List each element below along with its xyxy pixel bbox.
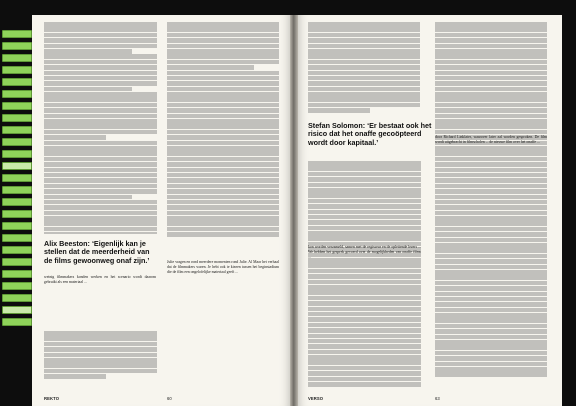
text-line	[435, 54, 547, 59]
text-line	[44, 184, 157, 189]
text-line	[308, 172, 421, 177]
text-line	[308, 344, 421, 349]
right-page-number: 63	[435, 396, 440, 401]
text-line	[435, 108, 547, 113]
text-line	[308, 81, 420, 86]
text-line	[435, 281, 547, 286]
text-line	[167, 49, 279, 54]
text-line	[308, 22, 420, 27]
text-line	[435, 275, 547, 280]
text-line	[435, 308, 547, 313]
text-line	[44, 200, 157, 205]
quote-speaker: Stefan Solomon:	[308, 121, 366, 130]
sidebar-tab[interactable]	[2, 90, 32, 98]
text-line	[44, 76, 157, 81]
text-line	[435, 119, 547, 124]
left-pull-quote	[44, 240, 156, 265]
book-gutter	[290, 15, 298, 406]
text-line	[435, 92, 547, 97]
text-line	[308, 183, 421, 188]
text-line	[435, 221, 547, 226]
text-line	[435, 313, 547, 318]
text-line	[308, 177, 421, 182]
right-page-right-column	[435, 22, 547, 390]
text-line	[167, 114, 279, 119]
text-line	[167, 81, 279, 86]
text-line	[435, 124, 547, 129]
text-line	[308, 204, 421, 209]
text-line	[308, 323, 421, 328]
text-line	[167, 141, 279, 146]
text-line	[308, 103, 420, 108]
text-line	[435, 335, 547, 340]
text-line	[44, 54, 157, 59]
text-line	[167, 189, 279, 194]
text-line	[435, 238, 547, 243]
sidebar-tab[interactable]	[2, 306, 32, 314]
text-line	[308, 312, 421, 317]
sidebar-tab[interactable]	[2, 282, 32, 290]
text-line	[308, 27, 420, 32]
sidebar-tab[interactable]	[2, 294, 32, 302]
left-page-number: 60	[167, 396, 172, 401]
text-line	[44, 44, 157, 49]
sidebar-tab[interactable]	[2, 234, 32, 242]
text-line	[167, 151, 279, 156]
left-page	[32, 15, 290, 406]
text-line	[167, 162, 279, 167]
text-line	[435, 259, 547, 264]
text-line	[308, 231, 421, 236]
text-line	[44, 205, 157, 210]
text-line	[44, 363, 157, 368]
text-line	[44, 331, 157, 336]
text-line	[435, 60, 547, 65]
text-line	[435, 189, 547, 194]
text-line	[44, 216, 157, 221]
text-line	[44, 114, 157, 119]
sidebar-tab[interactable]	[2, 126, 32, 134]
text-line	[167, 205, 279, 210]
text-line	[308, 71, 420, 76]
text-line	[308, 193, 421, 198]
text-line	[167, 184, 279, 189]
sidebar-tab[interactable]	[2, 42, 32, 50]
text-line	[308, 236, 421, 241]
text-line	[44, 60, 157, 65]
text-line	[435, 345, 547, 350]
sidebar-tab[interactable]	[2, 30, 32, 38]
text-line	[167, 65, 254, 70]
text-line	[44, 38, 157, 43]
text-line	[308, 49, 420, 54]
text-line	[44, 157, 157, 162]
text-line	[435, 65, 547, 70]
text-line	[167, 216, 279, 221]
text-line	[435, 205, 547, 210]
text-line	[44, 353, 157, 358]
right-page-left-column	[308, 22, 420, 118]
text-line	[308, 371, 421, 376]
right-footer-label: VERSO	[308, 396, 324, 401]
text-line	[44, 178, 157, 183]
text-line	[44, 227, 157, 232]
text-line	[167, 211, 279, 216]
text-line	[44, 232, 157, 234]
sidebar-tab[interactable]	[2, 246, 32, 254]
sidebar-tab[interactable]	[2, 78, 32, 86]
text-line	[44, 162, 157, 167]
text-line	[308, 33, 420, 38]
text-line	[167, 97, 279, 102]
text-line	[44, 173, 157, 178]
text-line	[435, 33, 547, 38]
text-line	[435, 297, 547, 302]
text-line	[435, 130, 547, 135]
text-line	[435, 351, 547, 356]
text-line	[44, 374, 106, 379]
text-line	[435, 44, 547, 49]
text-line	[435, 71, 547, 76]
sidebar-tab[interactable]	[2, 270, 32, 278]
text-line	[308, 382, 421, 387]
text-line	[308, 188, 421, 193]
text-line	[44, 71, 157, 76]
text-line	[167, 135, 279, 140]
quote-text: ‘Er bestaat ook het risico dat het onaffe gecoöpteerd wordt door kapitaal.’	[308, 121, 432, 147]
text-line	[44, 92, 157, 97]
text-line	[308, 226, 421, 231]
text-line	[435, 200, 547, 205]
text-line	[44, 135, 106, 140]
text-line	[435, 292, 547, 297]
text-line	[435, 254, 547, 259]
text-line	[167, 200, 279, 205]
right-pull-quote	[308, 122, 433, 147]
text-line	[435, 248, 547, 253]
text-line	[44, 342, 157, 347]
sidebar-tab[interactable]	[2, 114, 32, 122]
sidebar-tabs	[2, 30, 32, 400]
text-line	[44, 211, 157, 216]
text-line	[435, 195, 547, 200]
text-line	[44, 168, 157, 173]
text-line	[167, 71, 279, 76]
text-line	[435, 302, 547, 307]
text-line	[435, 87, 547, 92]
text-line	[308, 328, 421, 333]
text-line	[167, 44, 279, 49]
left-page-left-column	[44, 22, 157, 234]
text-line	[308, 377, 421, 382]
text-line	[308, 38, 420, 43]
text-line	[308, 166, 421, 171]
text-line	[308, 334, 421, 339]
text-line	[435, 318, 547, 323]
text-line	[308, 161, 421, 166]
text-line	[167, 178, 279, 183]
text-line	[308, 210, 421, 215]
text-line	[435, 49, 547, 54]
text-line	[44, 65, 157, 70]
text-line	[167, 60, 279, 65]
text-line	[308, 317, 421, 322]
open-book	[32, 15, 562, 406]
text-line	[308, 87, 420, 92]
text-line	[308, 76, 420, 81]
text-line	[167, 124, 279, 129]
text-line	[435, 265, 547, 270]
text-line	[435, 232, 547, 237]
left-page-lower-snippet: Julie vragen en rond meerdere momenten rond Julie. Al Maar het verhaal dat de filmmakers waren. Je hebt ook te kiezen tussen het beginstadium die de film een ongelofelijke materiaal geeft ...	[167, 260, 279, 274]
quote-speaker: Alix Beeston:	[44, 239, 90, 248]
text-line	[167, 87, 279, 92]
text-line	[435, 324, 547, 329]
text-line	[435, 286, 547, 291]
sidebar-tab[interactable]	[2, 198, 32, 206]
text-line	[167, 108, 279, 113]
text-line	[435, 114, 547, 119]
text-line	[167, 157, 279, 162]
text-line	[44, 22, 157, 27]
text-line	[44, 103, 157, 108]
sidebar-tab[interactable]	[2, 318, 32, 326]
text-line	[44, 27, 157, 32]
right-page-left-snippet: kon worden verzameld, samen met de regisseur en de oplettende lezers ... We hebben het gesprek gevoerd over de mogelijkheden van onaffe films ...	[308, 245, 421, 259]
text-line	[167, 130, 279, 135]
left-footer-label: REKTO	[44, 396, 60, 401]
text-line	[44, 130, 157, 135]
right-page-right-snippet: door Richard Linklater, waarover later zal worden gesproken. De film wordt uitgebracht in filmscholen ... de nieuwe film over het onaffe ...	[435, 135, 547, 144]
text-line	[44, 87, 132, 92]
text-line	[308, 366, 421, 371]
sidebar-tab[interactable]	[2, 258, 32, 266]
text-line	[44, 358, 157, 363]
text-line	[435, 340, 547, 345]
text-line	[435, 367, 547, 372]
text-line	[308, 65, 420, 70]
text-line	[435, 103, 547, 108]
text-line	[44, 221, 157, 226]
sidebar-tab[interactable]	[2, 138, 32, 146]
text-line	[308, 220, 421, 225]
text-line	[308, 44, 420, 49]
text-line	[435, 27, 547, 32]
text-line	[167, 146, 279, 151]
text-line	[167, 221, 279, 226]
sidebar-tab[interactable]	[2, 150, 32, 158]
text-line	[44, 336, 157, 341]
sidebar-tab[interactable]	[2, 66, 32, 74]
text-line	[435, 243, 547, 248]
text-line	[435, 372, 547, 377]
text-line	[435, 329, 547, 334]
text-line	[308, 92, 420, 97]
text-line	[435, 76, 547, 81]
text-line	[308, 54, 420, 59]
text-line	[435, 81, 547, 86]
text-line	[435, 211, 547, 216]
text-line	[308, 60, 420, 65]
text-line	[44, 33, 157, 38]
left-page-article-snippet: weinig filmmakers konden werken en het scenario wordt daarom gebruikt als een materiaal ...	[44, 275, 156, 284]
right-page	[298, 15, 562, 406]
text-line	[167, 33, 279, 38]
text-line	[435, 362, 547, 367]
text-line	[167, 173, 279, 178]
text-line	[435, 38, 547, 43]
sidebar-tab[interactable]	[2, 54, 32, 62]
text-line	[44, 97, 157, 102]
text-line	[167, 227, 279, 232]
text-line	[167, 103, 279, 108]
text-line	[167, 92, 279, 97]
text-line	[44, 151, 157, 156]
text-line	[435, 270, 547, 275]
text-line	[167, 76, 279, 81]
text-line	[44, 124, 157, 129]
sidebar-tab[interactable]	[2, 222, 32, 230]
text-line	[167, 27, 279, 32]
text-line	[308, 199, 421, 204]
text-line	[44, 49, 132, 54]
text-line	[44, 119, 157, 124]
text-line	[167, 22, 279, 27]
text-line	[308, 215, 421, 220]
text-line	[167, 168, 279, 173]
left-page-lower-left-column	[44, 331, 157, 389]
text-line	[167, 232, 279, 237]
text-line	[44, 369, 157, 374]
text-line	[308, 339, 421, 344]
text-line	[308, 307, 421, 312]
text-line	[167, 195, 279, 200]
text-line	[435, 227, 547, 232]
text-line	[44, 108, 157, 113]
text-line	[308, 355, 421, 360]
text-line	[167, 54, 279, 59]
text-line	[167, 119, 279, 124]
sidebar-tab[interactable]	[2, 174, 32, 182]
text-line	[44, 347, 157, 352]
text-line	[308, 360, 421, 365]
text-line	[44, 141, 157, 146]
sidebar-tab[interactable]	[2, 210, 32, 218]
text-line	[308, 108, 370, 113]
text-line	[308, 97, 420, 102]
text-line	[44, 195, 132, 200]
sidebar-tab[interactable]	[2, 162, 32, 170]
text-line	[435, 97, 547, 102]
sidebar-tab[interactable]	[2, 102, 32, 110]
text-line	[44, 81, 157, 86]
text-line	[44, 189, 157, 194]
left-page-right-column	[167, 22, 279, 254]
text-line	[435, 216, 547, 221]
sidebar-tab[interactable]	[2, 186, 32, 194]
text-line	[435, 356, 547, 361]
quote-text: ‘Eigenlijk kan je stellen dat de meerderheid van de films gewoonweg onaf zijn.’	[44, 239, 150, 265]
text-line	[167, 38, 279, 43]
text-line	[44, 146, 157, 151]
text-line	[435, 22, 547, 27]
text-line	[308, 350, 421, 355]
